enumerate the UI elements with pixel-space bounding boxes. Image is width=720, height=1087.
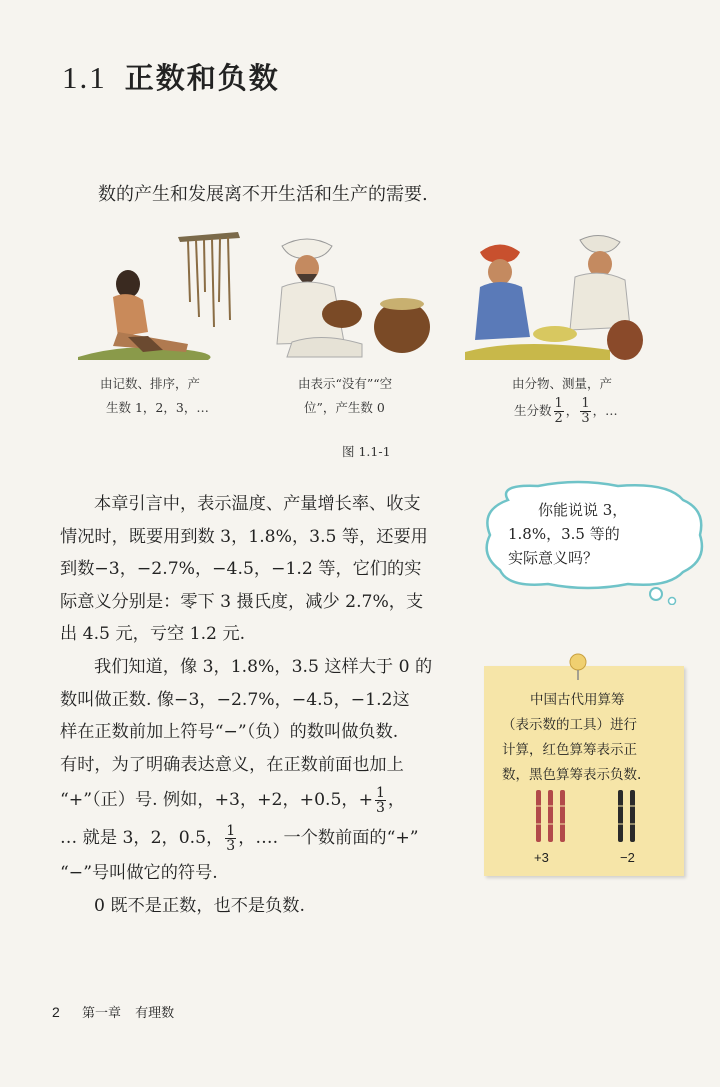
fraction-numerator: 1 [376,785,385,802]
caption-counting-line2: 生数 1，2，3，… [106,400,209,415]
bubble-line: 你能说说 3， [538,501,628,519]
caption-counting-line1: 由记数、排序，产 [100,376,201,391]
fraction-numerator: 1 [226,823,236,840]
caption-fractions [512,372,618,426]
paragraph2-line: “−”号叫做它的符号. [60,863,218,884]
bubble-line: 1.8%，3.5 等的 [508,525,620,543]
positive-rods-label: +3 [534,850,549,865]
illustration-pot [262,232,447,362]
paragraph2-line-same [60,819,480,857]
caption-fractions-line1: 由分物、测量，产 [512,376,613,391]
intro-text: 数的产生和发展离不开生活和生产的需要. [98,184,428,205]
paragraph2-same-post: ，…. 一个数前面的“+” [238,828,419,849]
illustration-measuring [460,232,645,362]
paragraph1-line: 本章引言中，表示温度、产量增长率、收支 [94,494,421,514]
figure-label: 图 1.1-1 [342,444,391,459]
caption-zero [298,372,392,420]
section-title [62,56,280,97]
pin-icon [566,652,590,682]
fraction-denominator: 3 [581,411,590,426]
body-text [60,488,480,923]
fraction-numerator: 1 [581,396,590,411]
note-line: （表示数的工具）进行 [502,717,637,733]
negative-rods [618,790,635,842]
paragraph2-line: 我们知道，像 3，1.8%，3.5 这样大于 0 的 [94,656,433,677]
note-line: 计算，红色算筹表示正 [502,742,637,758]
paragraph2-same-pre: … 就是 3，2，0.5， [60,828,224,849]
note-text [502,688,677,788]
section-number: 1.1 [62,60,107,95]
caption-zero-line2: 位”，产生数 0 [304,400,385,415]
fraction-numerator: 1 [554,396,563,411]
paragraph1-line: 际意义分别是：零下 3 摄氏度，减少 2.7%，支 [60,591,424,612]
fraction-one-third [375,786,386,815]
page-footer [52,1002,174,1021]
paragraph3: 0 既不是正数，也不是负数. [94,895,305,916]
paragraph1-line: 情况时，既要用到数 3，1.8%，3.5 等，还要用 [60,526,428,547]
paragraph2-line: 有时，为了明确表达意义，在正数前面也加上 [60,754,404,775]
caption-counting [100,372,209,420]
note-line: 数，黑色算筹表示负数. [502,767,642,783]
fraction-denominator: 2 [554,411,563,426]
paragraph1-line: 出 4.5 元，亏空 1.2 元. [60,624,246,645]
bubble-line: 实际意义吗？ [508,549,599,567]
fraction-one-third [225,824,236,853]
fraction-one-half [554,397,564,426]
paragraph2-example-end: ， [387,790,406,811]
caption-fractions-line2 [512,396,618,426]
chapter-title: 有理数 [135,1006,175,1021]
caption-fractions-sep: ， [565,403,579,418]
caption-fractions-prefix: 生分数 [514,403,552,418]
paragraph1-line: 到数−3，−2.7%，−4.5，−1.2 等，它们的实 [60,559,422,580]
illustration-counting [68,232,253,362]
positive-rods [536,790,565,842]
section-title-text: 正数和负数 [124,61,280,95]
paragraph2-line-example [60,781,480,819]
page-number: 2 [52,1004,60,1020]
caption-fractions-suffix: ，… [592,403,618,418]
counting-rods [530,786,650,846]
paragraph2-example-text: “+”（正）号. 例如，+3，+2，+0.5，+ [60,790,373,811]
note-line: 中国古代用算筹 [530,692,625,708]
fraction-denominator: 3 [376,800,385,817]
fraction-denominator: 3 [226,838,236,855]
paragraph2-line: 数叫做正数. 像−3，−2.7%，−4.5，−1.2这 [60,689,410,710]
fraction-one-third [580,397,590,426]
negative-rods-label: −2 [620,850,635,865]
bubble-text [508,498,686,570]
chapter-label: 第一章 [81,1006,121,1021]
paragraph2-line: 样在正数前加上符号“−”（负）的数叫做负数. [60,722,399,743]
caption-zero-line1: 由表示“没有”“空 [298,376,393,391]
